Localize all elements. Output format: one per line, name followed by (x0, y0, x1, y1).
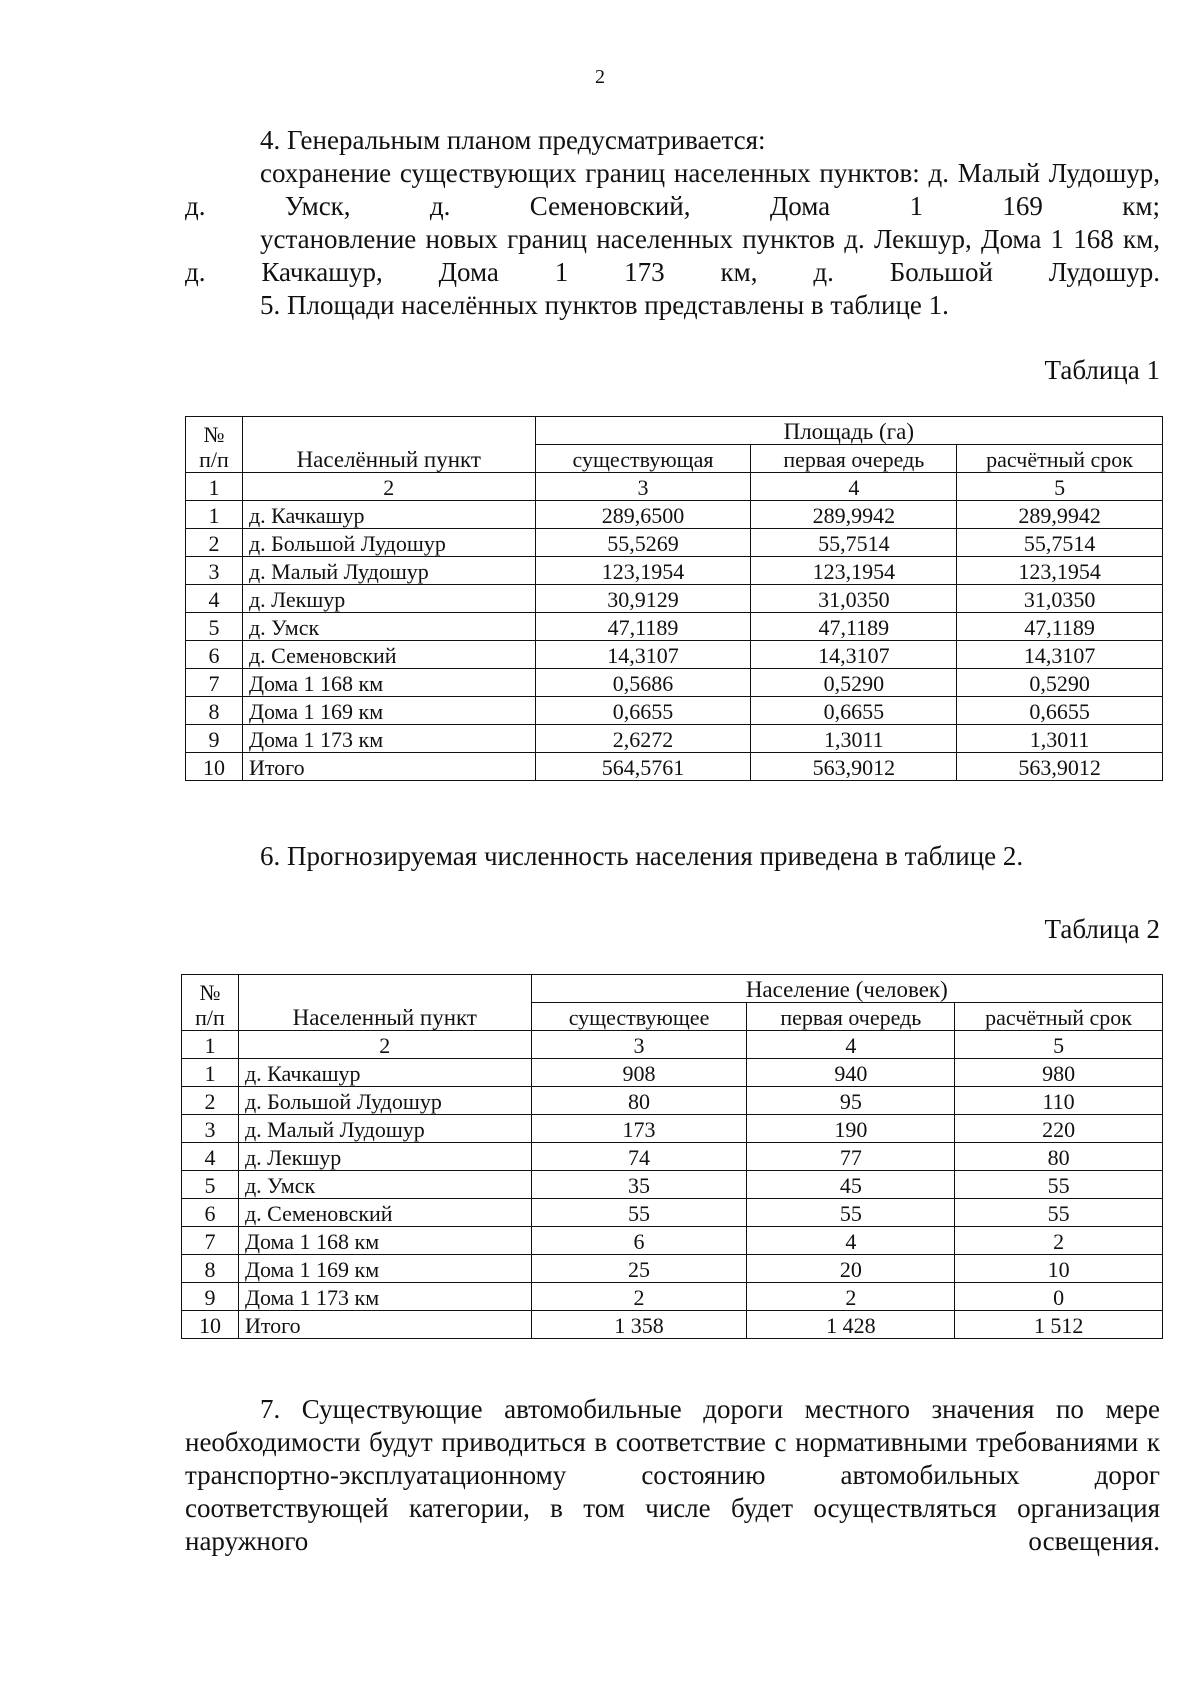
row-number: 1 (186, 501, 243, 529)
table2-caption: Таблица 2 (1044, 914, 1160, 944)
table-row (182, 1143, 1163, 1171)
value-first-stage: 95 (747, 1087, 955, 1115)
column-numbers-row (186, 473, 1163, 501)
row-number: 4 (186, 585, 243, 613)
row-number: 1 (182, 1059, 239, 1087)
value-design-term: 55 (955, 1171, 1163, 1199)
table-row (186, 585, 1163, 613)
value-existing: 14,3107 (535, 641, 751, 669)
paragraph-4-heading: 4. Генеральным планом предусматривается: (260, 125, 766, 155)
value-existing: 30,9129 (535, 585, 751, 613)
settlement-name: д. Малый Лудошур (242, 557, 535, 585)
value-first-stage: 55,7514 (751, 529, 957, 557)
row-number: 6 (182, 1199, 239, 1227)
table-row (186, 557, 1163, 585)
settlement-name: Дома 1 168 км (238, 1227, 531, 1255)
table-row (186, 753, 1163, 781)
header-existing: существующая (535, 445, 751, 473)
value-design-term: 14,3107 (957, 641, 1163, 669)
value-existing: 123,1954 (535, 557, 751, 585)
settlement-name: Дома 1 169 км (238, 1255, 531, 1283)
settlement-name: д. Умск (238, 1171, 531, 1199)
row-number: 9 (182, 1283, 239, 1311)
value-design-term: 980 (955, 1059, 1163, 1087)
table-row (182, 1227, 1163, 1255)
header-population-group: Население (человек) (531, 975, 1162, 1003)
row-number: 8 (186, 697, 243, 725)
value-first-stage: 4 (747, 1227, 955, 1255)
column-number: 5 (957, 473, 1163, 501)
value-design-term: 0 (955, 1283, 1163, 1311)
value-first-stage: 55 (747, 1199, 955, 1227)
value-existing: 6 (531, 1227, 747, 1255)
settlement-name: Дома 1 173 км (242, 725, 535, 753)
value-existing: 35 (531, 1171, 747, 1199)
row-number: 2 (182, 1087, 239, 1115)
paragraph-5: 5. Площади населённых пунктов представлены в таблице 1. (260, 290, 949, 320)
table-row (186, 501, 1163, 529)
value-design-term: 1,3011 (957, 725, 1163, 753)
column-number: 2 (242, 473, 535, 501)
table-row (182, 1171, 1163, 1199)
paragraph-7: 7. Существующие автомобильные дороги местного значения по мере необходимости будут приводиться в соответствие с нормативными требованиями к транспортно-эксплуатационному состоянию автомобильных дорог соответствующей категории, в том числе будет осуществляться организация наружного освещения. (185, 1394, 1160, 1556)
value-first-stage: 940 (747, 1059, 955, 1087)
value-existing: 80 (531, 1087, 747, 1115)
header-first-stage: первая очередь (751, 445, 957, 473)
table1-caption: Таблица 1 (1044, 355, 1160, 385)
value-design-term: 47,1189 (957, 613, 1163, 641)
value-first-stage: 0,5290 (751, 669, 957, 697)
paragraph-4-item-2: установление новых границ населенных пунктов д. Лекшур, Дома 1 168 км, д. Качкашур, Дома 1 173 км, д. Большой Лудошур. (185, 224, 1160, 287)
paragraph-4-item-1: сохранение существующих границ населенных пунктов: д. Малый Лудошур, д. Умск, д. Семеновский, Дома 1 169 км; (185, 158, 1160, 221)
column-number: 5 (955, 1031, 1163, 1059)
page-number: 2 (595, 66, 605, 88)
row-number: 8 (182, 1255, 239, 1283)
value-design-term: 0,5290 (957, 669, 1163, 697)
area-table (185, 416, 1163, 781)
column-numbers-row (182, 1031, 1163, 1059)
settlement-name: д. Лекшур (242, 585, 535, 613)
table-row (186, 529, 1163, 557)
settlement-name: Итого (238, 1311, 531, 1339)
header-number: № п/п (186, 417, 243, 473)
value-existing: 55,5269 (535, 529, 751, 557)
value-design-term: 80 (955, 1143, 1163, 1171)
column-number: 4 (747, 1031, 955, 1059)
value-first-stage: 2 (747, 1283, 955, 1311)
settlement-name: д. Большой Лудошур (242, 529, 535, 557)
settlement-name: д. Лекшур (238, 1143, 531, 1171)
value-existing: 0,5686 (535, 669, 751, 697)
header-area-group: Площадь (га) (535, 417, 1162, 445)
row-number: 9 (186, 725, 243, 753)
table-row (182, 1283, 1163, 1311)
table-row (182, 1199, 1163, 1227)
settlement-name: Дома 1 173 км (238, 1283, 531, 1311)
settlement-name: Итого (242, 753, 535, 781)
table-row (182, 1087, 1163, 1115)
paragraph-6: 6. Прогнозируемая численность населения приведена в таблице 2. (260, 841, 1024, 871)
settlement-name: д. Семеновский (238, 1199, 531, 1227)
row-number: 7 (182, 1227, 239, 1255)
table-row (182, 1059, 1163, 1087)
table-row (182, 1255, 1163, 1283)
value-first-stage: 289,9942 (751, 501, 957, 529)
row-number: 5 (182, 1171, 239, 1199)
table-row (186, 669, 1163, 697)
value-design-term: 220 (955, 1115, 1163, 1143)
table-row (186, 697, 1163, 725)
value-existing: 55 (531, 1199, 747, 1227)
value-design-term: 110 (955, 1087, 1163, 1115)
value-existing: 47,1189 (535, 613, 751, 641)
value-first-stage: 1,3011 (751, 725, 957, 753)
population-table (181, 974, 1163, 1339)
value-first-stage: 77 (747, 1143, 955, 1171)
value-first-stage: 1 428 (747, 1311, 955, 1339)
row-number: 10 (186, 753, 243, 781)
column-number: 3 (535, 473, 751, 501)
value-design-term: 0,6655 (957, 697, 1163, 725)
header-design-term: расчётный срок (957, 445, 1163, 473)
table-row (186, 725, 1163, 753)
value-design-term: 55,7514 (957, 529, 1163, 557)
settlement-name: Дома 1 169 км (242, 697, 535, 725)
header-design-term: расчётный срок (955, 1003, 1163, 1031)
column-number: 3 (531, 1031, 747, 1059)
value-existing: 2,6272 (535, 725, 751, 753)
value-design-term: 289,9942 (957, 501, 1163, 529)
value-design-term: 563,9012 (957, 753, 1163, 781)
table-row (186, 613, 1163, 641)
value-first-stage: 0,6655 (751, 697, 957, 725)
value-existing: 564,5761 (535, 753, 751, 781)
column-number: 2 (238, 1031, 531, 1059)
header-existing: существующее (531, 1003, 747, 1031)
header-settlement: Населённый пункт (242, 417, 535, 473)
table-row (182, 1115, 1163, 1143)
value-first-stage: 190 (747, 1115, 955, 1143)
value-existing: 25 (531, 1255, 747, 1283)
header-settlement: Населенный пункт (238, 975, 531, 1031)
settlement-name: д. Качкашур (242, 501, 535, 529)
settlement-name: Дома 1 168 км (242, 669, 535, 697)
value-design-term: 2 (955, 1227, 1163, 1255)
row-number: 2 (186, 529, 243, 557)
value-first-stage: 47,1189 (751, 613, 957, 641)
value-existing: 74 (531, 1143, 747, 1171)
row-number: 7 (186, 669, 243, 697)
value-design-term: 1 512 (955, 1311, 1163, 1339)
table-row (186, 641, 1163, 669)
value-design-term: 123,1954 (957, 557, 1163, 585)
value-first-stage: 31,0350 (751, 585, 957, 613)
value-design-term: 31,0350 (957, 585, 1163, 613)
value-first-stage: 20 (747, 1255, 955, 1283)
row-number: 3 (186, 557, 243, 585)
column-number: 1 (186, 473, 243, 501)
column-number: 1 (182, 1031, 239, 1059)
value-existing: 0,6655 (535, 697, 751, 725)
column-number: 4 (751, 473, 957, 501)
header-number: № п/п (182, 975, 239, 1031)
row-number: 6 (186, 641, 243, 669)
settlement-name: д. Качкашур (238, 1059, 531, 1087)
value-existing: 2 (531, 1283, 747, 1311)
value-first-stage: 123,1954 (751, 557, 957, 585)
value-existing: 289,6500 (535, 501, 751, 529)
header-first-stage: первая очередь (747, 1003, 955, 1031)
settlement-name: д. Семеновский (242, 641, 535, 669)
value-existing: 908 (531, 1059, 747, 1087)
value-first-stage: 14,3107 (751, 641, 957, 669)
value-existing: 1 358 (531, 1311, 747, 1339)
row-number: 3 (182, 1115, 239, 1143)
row-number: 10 (182, 1311, 239, 1339)
row-number: 4 (182, 1143, 239, 1171)
value-design-term: 10 (955, 1255, 1163, 1283)
table-row (182, 1311, 1163, 1339)
value-first-stage: 45 (747, 1171, 955, 1199)
value-first-stage: 563,9012 (751, 753, 957, 781)
value-existing: 173 (531, 1115, 747, 1143)
settlement-name: д. Большой Лудошур (238, 1087, 531, 1115)
value-design-term: 55 (955, 1199, 1163, 1227)
row-number: 5 (186, 613, 243, 641)
settlement-name: д. Малый Лудошур (238, 1115, 531, 1143)
settlement-name: д. Умск (242, 613, 535, 641)
